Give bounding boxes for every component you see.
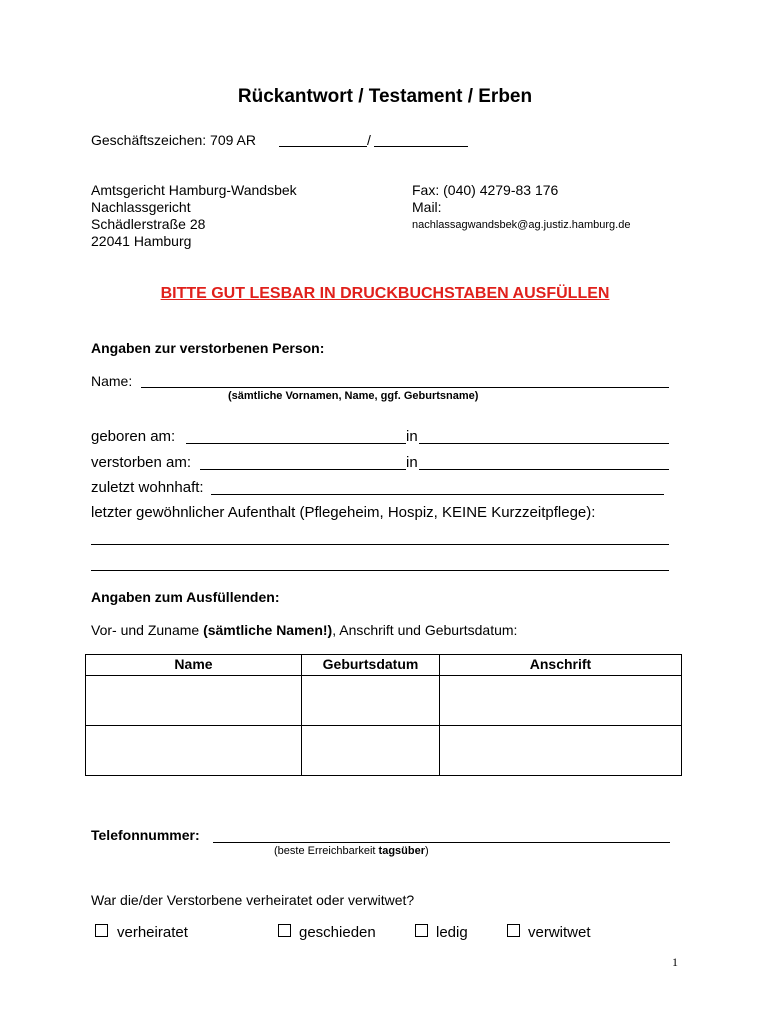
heirs-table xyxy=(85,654,682,776)
address-line-city: 22041 Hamburg xyxy=(91,233,192,249)
email-address: nachlassagwandsbek@ag.justiz.hamburg.de xyxy=(412,219,631,231)
option-geschieden-label: geschieden xyxy=(299,924,376,941)
phone-hint xyxy=(274,845,429,857)
reference-label: Geschäftszeichen: 709 AR xyxy=(91,132,256,148)
reference-field-2[interactable] xyxy=(374,146,468,147)
deceased-name-hint: (sämtliche Vornamen, Name, ggf. Geburtsname) xyxy=(228,390,479,402)
address-line-court: Amtsgericht Hamburg-Wandsbek xyxy=(91,182,297,198)
died-label: verstorben am: xyxy=(91,454,192,471)
fax-number: Fax: (040) 4279-83 176 xyxy=(412,182,559,198)
last-stay-field-2[interactable] xyxy=(91,570,669,571)
filler-section-heading: Angaben zum Ausfüllenden: xyxy=(91,589,280,605)
deceased-section-heading: Angaben zur verstorbenen Person: xyxy=(91,340,325,356)
address-line-department: Nachlassgericht xyxy=(91,199,191,215)
last-residence-field[interactable] xyxy=(211,494,664,495)
phone-field[interactable] xyxy=(213,842,670,843)
reference-field-1[interactable] xyxy=(279,146,367,147)
option-verheiratet-label: verheiratet xyxy=(117,924,188,941)
option-verwitwet-label: verwitwet xyxy=(528,924,591,941)
phone-hint-pre: (beste Erreichbarkeit xyxy=(274,845,379,857)
fill-in-warning: BITTE GUT LESBAR IN DRUCKBUCHSTABEN AUSFÜLLEN xyxy=(160,285,610,302)
heirs-table-header-row xyxy=(86,655,682,676)
address-line-street: Schädlerstraße 28 xyxy=(91,216,206,232)
filler-intro-pre: Vor- und Zuname xyxy=(91,622,204,638)
heirs-cell-name[interactable] xyxy=(86,676,302,726)
filler-intro-post: , Anschrift und Geburtsdatum: xyxy=(332,622,518,638)
heirs-cell-birthdate[interactable] xyxy=(302,726,440,776)
heirs-cell-address[interactable] xyxy=(440,676,682,726)
phone-hint-bold: tagsüber xyxy=(378,845,426,857)
heirs-header-address: Anschrift xyxy=(440,655,682,676)
marital-question: War die/der Verstorbene verheiratet oder verwitwet? xyxy=(91,892,415,908)
phone-label: Telefonnummer: xyxy=(91,827,200,843)
last-stay-label: letzter gewöhnlicher Aufenthalt (Pflegeheim, Hospiz, KEINE Kurzzeitpflege): xyxy=(91,504,596,521)
died-place-field[interactable] xyxy=(419,469,669,470)
heirs-cell-name[interactable] xyxy=(86,726,302,776)
checkbox-geschieden[interactable] xyxy=(278,924,291,937)
heirs-header-birthdate: Geburtsdatum xyxy=(302,655,440,676)
last-residence-label: zuletzt wohnhaft: xyxy=(91,479,204,496)
heirs-header-name: Name xyxy=(86,655,302,676)
deceased-name-label: Name: xyxy=(91,373,133,389)
checkbox-verwitwet[interactable] xyxy=(507,924,520,937)
died-date-field[interactable] xyxy=(200,469,406,470)
option-ledig-label: ledig xyxy=(436,924,468,941)
page-title: Rückantwort / Testament / Erben xyxy=(237,86,533,107)
deceased-name-field[interactable] xyxy=(141,387,669,388)
filler-intro xyxy=(91,622,517,638)
heirs-cell-address[interactable] xyxy=(440,726,682,776)
died-in-label: in xyxy=(406,454,418,471)
born-label: geboren am: xyxy=(91,428,176,445)
reference-separator: / xyxy=(367,132,371,148)
born-in-label: in xyxy=(406,428,418,445)
table-row xyxy=(86,726,682,776)
phone-hint-post: ) xyxy=(425,845,429,857)
last-stay-field-1[interactable] xyxy=(91,544,669,545)
mail-label: Mail: xyxy=(412,199,442,215)
table-row xyxy=(86,676,682,726)
filler-intro-bold: (sämtliche Namen!) xyxy=(203,622,333,638)
checkbox-verheiratet[interactable] xyxy=(95,924,108,937)
heirs-cell-birthdate[interactable] xyxy=(302,676,440,726)
page-number: 1 xyxy=(672,955,678,969)
born-date-field[interactable] xyxy=(186,443,406,444)
born-place-field[interactable] xyxy=(419,443,669,444)
checkbox-ledig[interactable] xyxy=(415,924,428,937)
